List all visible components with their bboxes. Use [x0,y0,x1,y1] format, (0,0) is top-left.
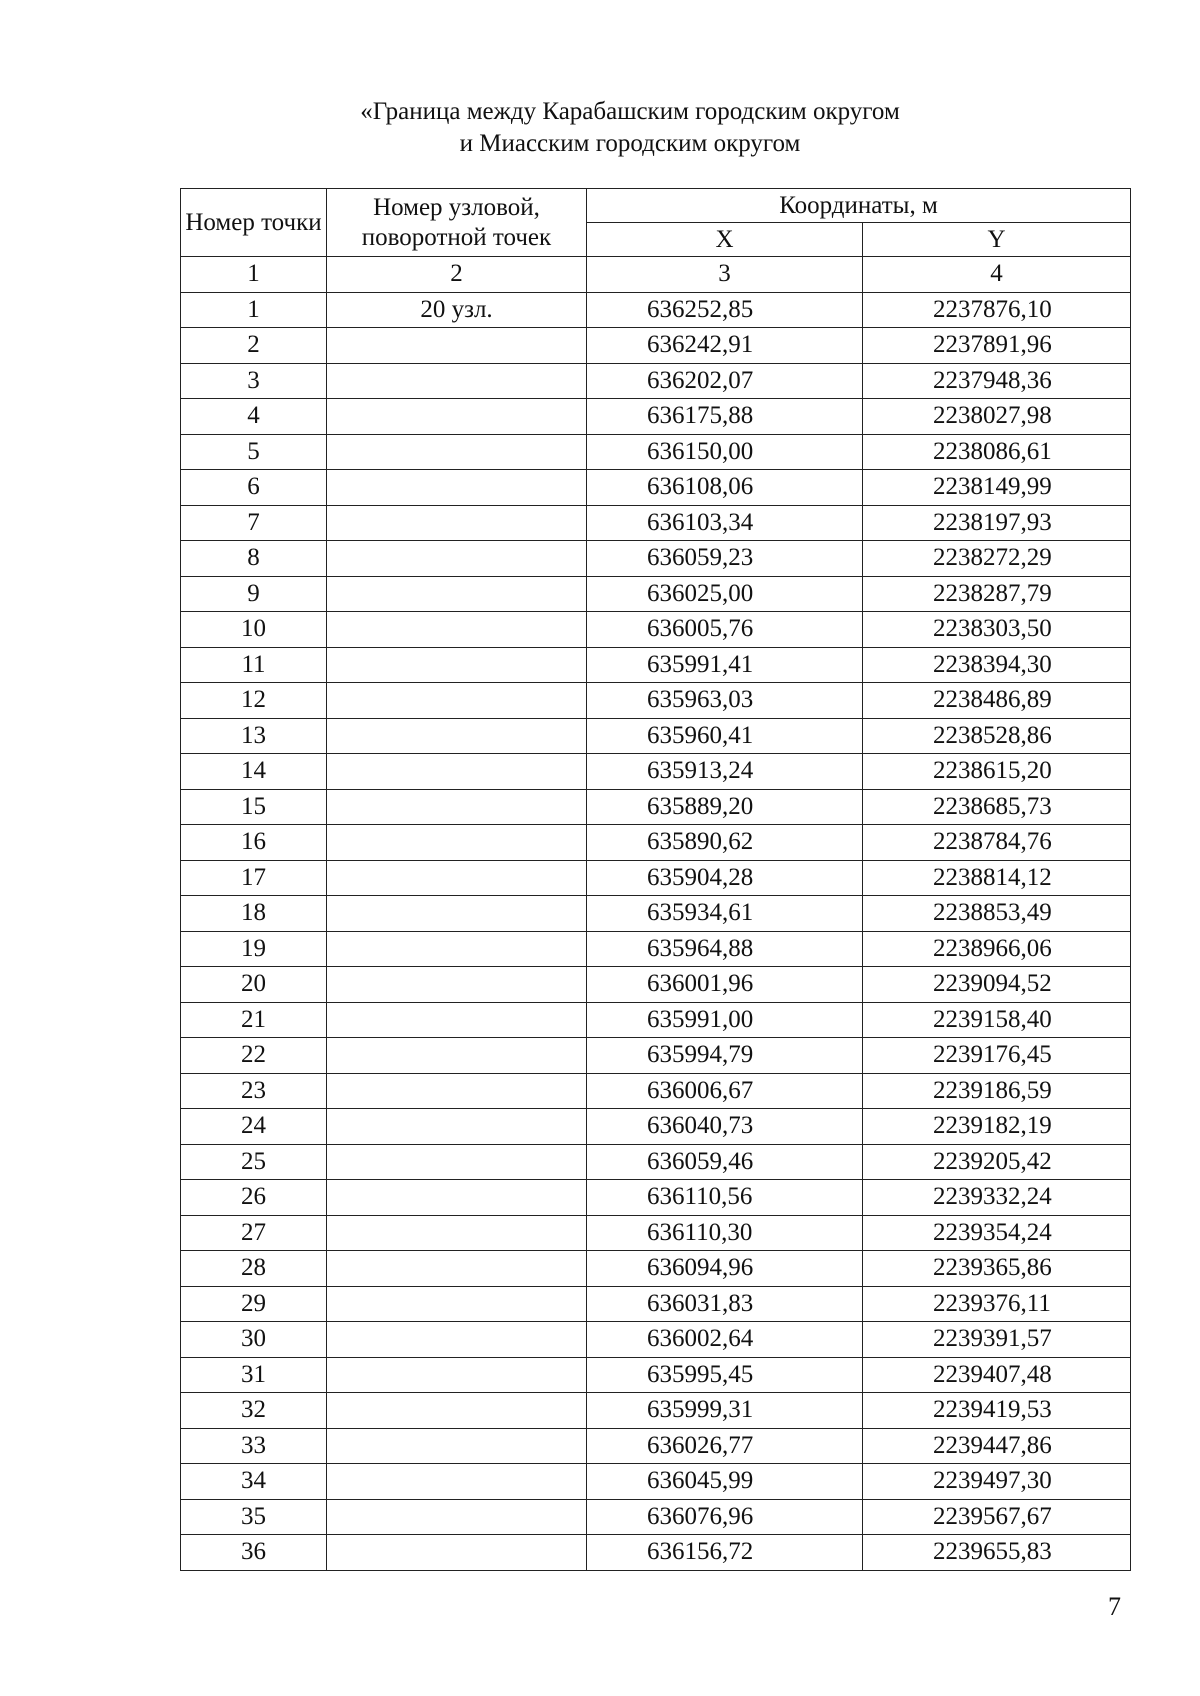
cell-point-number: 34 [181,1464,327,1500]
cell-point-number: 18 [181,896,327,932]
cell-y: 2239655,83 [863,1535,1131,1571]
cell-y: 2239391,57 [863,1322,1131,1358]
cell-point-number: 23 [181,1073,327,1109]
cell-node-number [327,399,587,435]
cell-y: 2239158,40 [863,1002,1131,1038]
table-row [181,931,1131,967]
cell-node-number [327,896,587,932]
cell-point-number: 13 [181,718,327,754]
table-row [181,292,1131,328]
table-row [181,1038,1131,1074]
cell-node-number [327,1251,587,1287]
cell-x: 636059,46 [587,1144,863,1180]
cell-node-number [327,363,587,399]
cell-node-number [327,683,587,719]
cell-y: 2239094,52 [863,967,1131,1003]
cell-x: 635904,28 [587,860,863,896]
cell-y: 2238784,76 [863,825,1131,861]
coordinates-table [180,188,1131,1571]
cell-node-number [327,1215,587,1251]
cell-point-number: 12 [181,683,327,719]
cell-point-number: 36 [181,1535,327,1571]
cell-x: 635913,24 [587,754,863,790]
cell-point-number: 3 [181,363,327,399]
cell-y: 2239365,86 [863,1251,1131,1287]
table-row [181,1393,1131,1429]
cell-x: 636076,96 [587,1499,863,1535]
table-row [181,1109,1131,1145]
table-row [181,718,1131,754]
cell-node-number [327,328,587,364]
cell-point-number: 26 [181,1180,327,1216]
cell-point-number: 1 [181,292,327,328]
cell-node-number [327,1499,587,1535]
header-point-number: Номер точки [181,189,327,257]
cell-point-number: 27 [181,1215,327,1251]
table-row [181,612,1131,648]
cell-y: 2239182,19 [863,1109,1131,1145]
cell-node-number [327,1322,587,1358]
header-coordinates: Координаты, м [587,189,1131,223]
cell-node-number [327,1002,587,1038]
cell-x: 635890,62 [587,825,863,861]
cell-y: 2238394,30 [863,647,1131,683]
cell-x: 636005,76 [587,612,863,648]
cell-node-number [327,1357,587,1393]
table-row [181,363,1131,399]
header-x: X [587,223,863,257]
col-number-4: 4 [863,257,1131,293]
cell-x: 635991,41 [587,647,863,683]
cell-x: 635991,00 [587,1002,863,1038]
cell-y: 2239567,67 [863,1499,1131,1535]
cell-y: 2237876,10 [863,292,1131,328]
cell-node-number [327,505,587,541]
table-row [181,1535,1131,1571]
table-row [181,1144,1131,1180]
cell-node-number [327,612,587,648]
cell-node-number [327,1286,587,1322]
cell-point-number: 21 [181,1002,327,1038]
cell-y: 2239447,86 [863,1428,1131,1464]
table-row [181,967,1131,1003]
title-line-2: и Миасским городским округом [459,130,801,157]
table-row [181,1428,1131,1464]
cell-node-number [327,931,587,967]
cell-y: 2239186,59 [863,1073,1131,1109]
cell-point-number: 9 [181,576,327,612]
cell-node-number [327,1464,587,1500]
cell-point-number: 20 [181,967,327,1003]
table-row [181,328,1131,364]
cell-y: 2238853,49 [863,896,1131,932]
cell-node-number [327,1428,587,1464]
cell-x: 636110,30 [587,1215,863,1251]
table-row [181,470,1131,506]
table-row [181,1286,1131,1322]
table-row [181,1251,1131,1287]
cell-point-number: 33 [181,1428,327,1464]
cell-node-number [327,1144,587,1180]
cell-x: 636156,72 [587,1535,863,1571]
cell-point-number: 30 [181,1322,327,1358]
cell-node-number [327,470,587,506]
cell-x: 635889,20 [587,789,863,825]
page-number: 7 [1108,1592,1121,1621]
header-y: Y [863,223,1131,257]
table-body [181,292,1131,1570]
cell-x: 636002,64 [587,1322,863,1358]
cell-y: 2239407,48 [863,1357,1131,1393]
table-row [181,434,1131,470]
cell-x: 636026,77 [587,1428,863,1464]
table-row [181,754,1131,790]
cell-point-number: 31 [181,1357,327,1393]
cell-y: 2238528,86 [863,718,1131,754]
cell-y: 2238027,98 [863,399,1131,435]
cell-node-number [327,789,587,825]
table-row [181,896,1131,932]
cell-x: 636108,06 [587,470,863,506]
cell-node-number: 20 узл. [327,292,587,328]
cell-x: 636031,83 [587,1286,863,1322]
table-row [181,1357,1131,1393]
cell-y: 2238814,12 [863,860,1131,896]
cell-point-number: 7 [181,505,327,541]
cell-y: 2238287,79 [863,576,1131,612]
cell-x: 636175,88 [587,399,863,435]
cell-point-number: 4 [181,399,327,435]
cell-y: 2237891,96 [863,328,1131,364]
cell-x: 636103,34 [587,505,863,541]
cell-point-number: 5 [181,434,327,470]
cell-y: 2239354,24 [863,1215,1131,1251]
cell-x: 636150,00 [587,434,863,470]
cell-y: 2238197,93 [863,505,1131,541]
cell-point-number: 17 [181,860,327,896]
table-row [181,1215,1131,1251]
cell-y: 2238615,20 [863,754,1131,790]
cell-x: 636094,96 [587,1251,863,1287]
table-row [181,1322,1131,1358]
cell-point-number: 8 [181,541,327,577]
cell-point-number: 19 [181,931,327,967]
cell-x: 636242,91 [587,328,863,364]
cell-x: 635995,45 [587,1357,863,1393]
cell-point-number: 24 [181,1109,327,1145]
cell-node-number [327,1109,587,1145]
cell-y: 2239332,24 [863,1180,1131,1216]
cell-x: 635960,41 [587,718,863,754]
table-row [181,399,1131,435]
cell-x: 636025,00 [587,576,863,612]
cell-node-number [327,1073,587,1109]
cell-y: 2237948,36 [863,363,1131,399]
table-row [181,683,1131,719]
col-number-3: 3 [587,257,863,293]
table-row [181,647,1131,683]
col-number-2: 2 [327,257,587,293]
table-row [181,1002,1131,1038]
cell-point-number: 32 [181,1393,327,1429]
table-row [181,789,1131,825]
cell-y: 2238486,89 [863,683,1131,719]
cell-x: 635963,03 [587,683,863,719]
cell-point-number: 29 [181,1286,327,1322]
cell-node-number [327,541,587,577]
cell-x: 635964,88 [587,931,863,967]
cell-x: 636001,96 [587,967,863,1003]
cell-x: 636006,67 [587,1073,863,1109]
table-row [181,1464,1131,1500]
table-row [181,1180,1131,1216]
cell-point-number: 14 [181,754,327,790]
cell-point-number: 25 [181,1144,327,1180]
document-title [0,96,1200,160]
table-row [181,576,1131,612]
cell-x: 635994,79 [587,1038,863,1074]
cell-node-number [327,1038,587,1074]
cell-node-number [327,1180,587,1216]
cell-node-number [327,1393,587,1429]
cell-point-number: 6 [181,470,327,506]
cell-x: 636252,85 [587,292,863,328]
table-row [181,541,1131,577]
table-row [181,1073,1131,1109]
cell-y: 2239419,53 [863,1393,1131,1429]
table-row [181,505,1131,541]
cell-x: 636059,23 [587,541,863,577]
cell-x: 636202,07 [587,363,863,399]
cell-point-number: 2 [181,328,327,364]
cell-point-number: 35 [181,1499,327,1535]
cell-y: 2238303,50 [863,612,1131,648]
header-node-number: Номер узловой, поворотной точек [327,189,587,257]
cell-node-number [327,754,587,790]
cell-y: 2239376,11 [863,1286,1131,1322]
cell-x: 636040,73 [587,1109,863,1145]
cell-point-number: 22 [181,1038,327,1074]
cell-point-number: 28 [181,1251,327,1287]
cell-y: 2239176,45 [863,1038,1131,1074]
col-number-1: 1 [181,257,327,293]
cell-y: 2239497,30 [863,1464,1131,1500]
cell-point-number: 15 [181,789,327,825]
cell-node-number [327,860,587,896]
cell-point-number: 10 [181,612,327,648]
cell-point-number: 16 [181,825,327,861]
cell-node-number [327,647,587,683]
table-row [181,1499,1131,1535]
cell-node-number [327,434,587,470]
cell-x: 636110,56 [587,1180,863,1216]
cell-y: 2238086,61 [863,434,1131,470]
cell-y: 2238272,29 [863,541,1131,577]
cell-point-number: 11 [181,647,327,683]
table-row [181,825,1131,861]
cell-y: 2238685,73 [863,789,1131,825]
cell-x: 636045,99 [587,1464,863,1500]
cell-y: 2239205,42 [863,1144,1131,1180]
cell-y: 2238966,06 [863,931,1131,967]
cell-node-number [327,718,587,754]
cell-x: 635934,61 [587,896,863,932]
title-line-1: «Граница между Карабашским городским округом [360,98,900,125]
cell-node-number [327,825,587,861]
cell-node-number [327,576,587,612]
cell-node-number [327,967,587,1003]
table-row [181,860,1131,896]
cell-x: 635999,31 [587,1393,863,1429]
cell-y: 2238149,99 [863,470,1131,506]
cell-node-number [327,1535,587,1571]
